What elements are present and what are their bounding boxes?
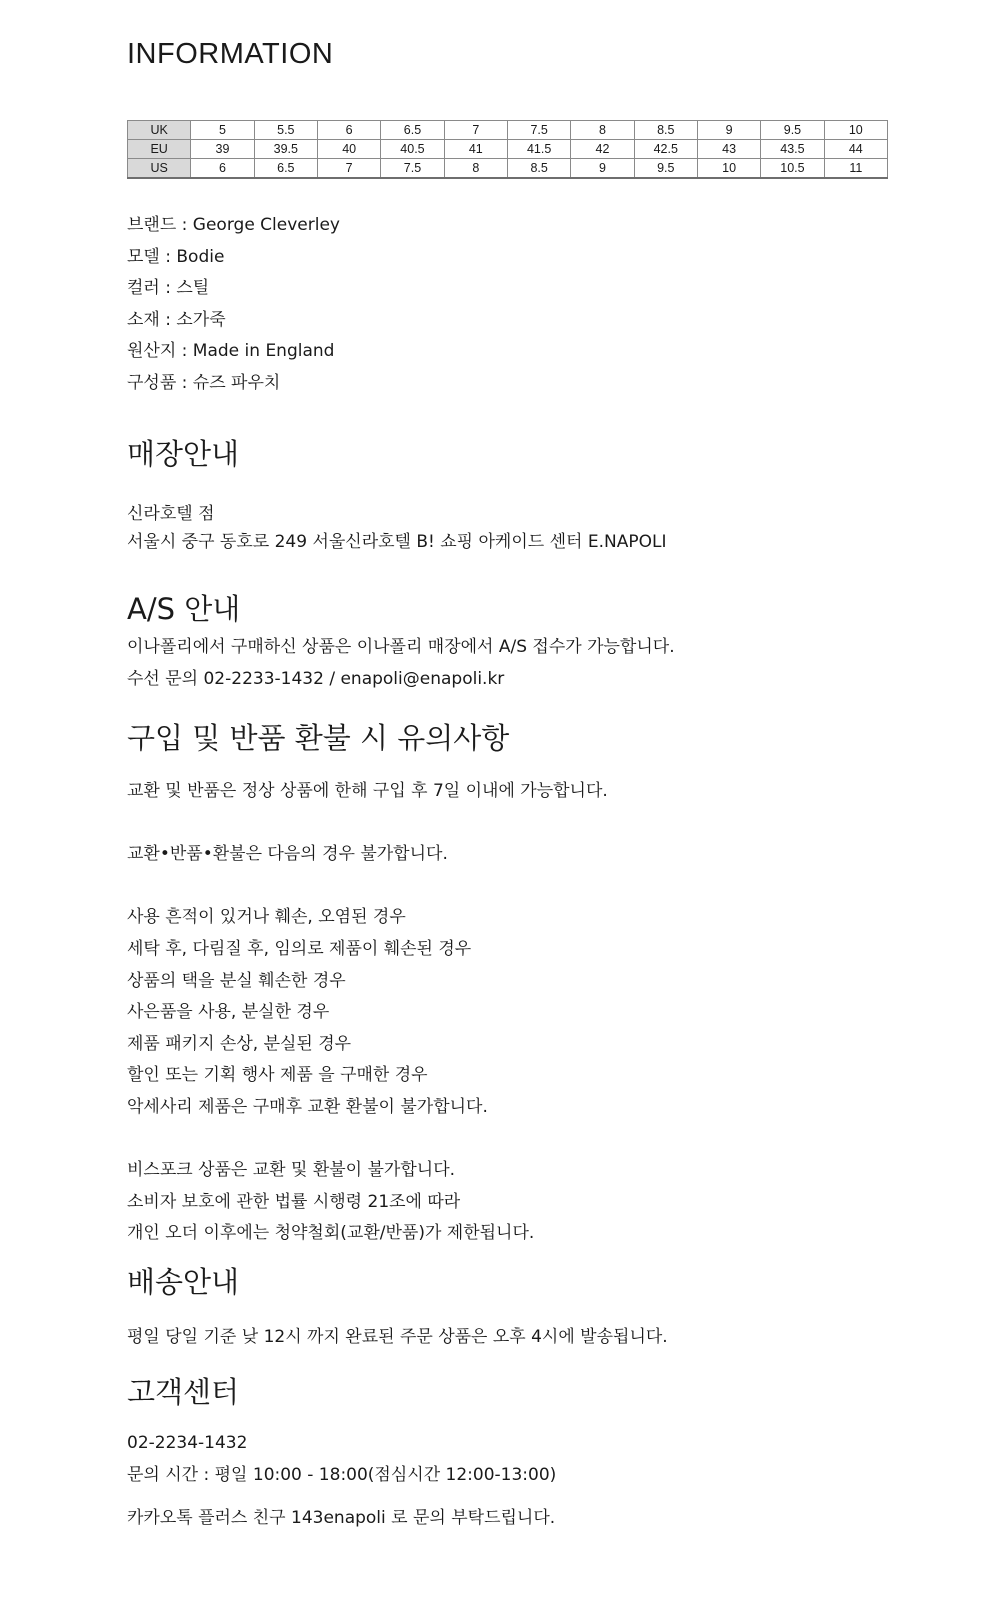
returns-case: 악세사리 제품은 구매후 교환 환불이 불가합니다. [127, 1096, 488, 1117]
size-cell: EU [128, 140, 191, 159]
bespoke-line: 개인 오더 이후에는 청약철회(교환/반품)가 제한됩니다. [127, 1223, 535, 1244]
returns-info [127, 776, 608, 1250]
store-address: 서울시 중구 동호로 249 서울신라호텔 B! 쇼핑 아케이드 센터 E.NAPOLI [127, 532, 667, 552]
size-cell: 7.5 [507, 121, 570, 140]
size-cell: 39.5 [254, 140, 317, 159]
bespoke-line: 비스포크 상품은 교환 및 환불이 불가합니다. [127, 1160, 456, 1181]
shipping-text: 평일 당일 기준 낮 12시 까지 완료된 주문 상품은 오후 4시에 발송됩니다. [127, 1327, 668, 1347]
size-cell: 42 [571, 140, 634, 159]
as-line-contact: 수선 문의 02-2233-1432 / enapoli@enapoli.kr [127, 668, 505, 689]
size-cell: 44 [824, 140, 887, 159]
customer-center-info [127, 1428, 556, 1491]
kakao-notice: 카카오톡 플러스 친구 143enapoli 로 문의 부탁드립니다. [127, 1508, 556, 1528]
information-title: INFORMATION [127, 38, 334, 70]
product-spec-list [127, 210, 340, 400]
size-cell: 6 [317, 121, 380, 140]
size-cell: 8 [444, 159, 507, 179]
size-cell: 9 [571, 159, 634, 179]
size-cell: 10.5 [761, 159, 824, 179]
spec-model: 모델 : Bodie [127, 246, 225, 267]
spec-brand: 브랜드 : George Cleverley [127, 215, 340, 235]
size-cell: 41 [444, 140, 507, 159]
returns-case: 사용 흔적이 있거나 훼손, 오염된 경우 [127, 907, 406, 928]
size-cell: 40.5 [381, 140, 444, 159]
size-cell: 5.5 [254, 121, 317, 140]
size-cell: 43.5 [761, 140, 824, 159]
size-row-uk [128, 121, 888, 140]
returns-case: 제품 패키지 손상, 분실된 경우 [127, 1033, 352, 1054]
size-cell: 7 [444, 121, 507, 140]
size-cell: 10 [697, 159, 760, 179]
size-cell: 9.5 [761, 121, 824, 140]
customer-hours: 문의 시간 : 평일 10:00 - 18:00(점심시간 12:00-13:00) [127, 1464, 557, 1485]
size-cell: 8.5 [634, 121, 697, 140]
size-cell: 11 [824, 159, 887, 179]
size-cell: 8 [571, 121, 634, 140]
customer-phone: 02-2234-1432 [127, 1433, 248, 1453]
size-cell: 41.5 [507, 140, 570, 159]
size-cell: 7 [317, 159, 380, 179]
returns-case: 사은품을 사용, 분실한 경우 [127, 1002, 330, 1023]
as-info [127, 632, 675, 695]
size-cell: 39 [191, 140, 254, 159]
as-line-reception: 이나폴리에서 구매하신 상품은 이나폴리 매장에서 A/S 접수가 가능합니다. [127, 637, 675, 657]
returns-case: 할인 또는 기획 행사 제품 을 구매한 경우 [127, 1065, 428, 1086]
bespoke-line: 소비자 보호에 관한 법률 시행령 21조에 따라 [127, 1191, 461, 1212]
size-cell: 6.5 [381, 121, 444, 140]
as-title: A/S 안내 [127, 592, 241, 626]
size-cell: 8.5 [507, 159, 570, 179]
size-row-eu [128, 140, 888, 159]
size-cell: 6.5 [254, 159, 317, 179]
returns-case: 세탁 후, 다림질 후, 임의로 제품이 훼손된 경우 [127, 938, 472, 959]
size-cell: 7.5 [381, 159, 444, 179]
returns-title: 구입 및 반품 환불 시 유의사항 [127, 721, 510, 755]
returns-case: 상품의 택을 분실 훼손한 경우 [127, 970, 346, 991]
spec-color: 컬러 : 스틸 [127, 278, 210, 299]
size-cell: 40 [317, 140, 380, 159]
store-name: 신라호텔 점 [127, 504, 215, 524]
size-cell: 43 [697, 140, 760, 159]
spec-origin: 원산지 : Made in England [127, 341, 335, 362]
shipping-title: 배송안내 [127, 1265, 240, 1299]
customer-center-title: 고객센터 [127, 1375, 240, 1409]
size-table [127, 120, 888, 179]
returns-not-allowed-title: 교환•반품•환불은 다음의 경우 불가합니다. [127, 844, 448, 865]
size-row-us [128, 159, 888, 179]
size-cell: US [128, 159, 191, 179]
size-cell: 5 [191, 121, 254, 140]
spec-components: 구성품 : 슈즈 파우치 [127, 372, 281, 393]
returns-intro: 교환 및 반품은 정상 상품에 한해 구입 후 7일 이내에 가능합니다. [127, 781, 608, 801]
size-cell: 9.5 [634, 159, 697, 179]
store-info [127, 500, 666, 556]
size-cell: 42.5 [634, 140, 697, 159]
size-cell: 6 [191, 159, 254, 179]
size-cell: 10 [824, 121, 887, 140]
size-cell: UK [128, 121, 191, 140]
spec-material: 소재 : 소가죽 [127, 309, 226, 330]
store-title: 매장안내 [127, 437, 240, 471]
size-cell: 9 [697, 121, 760, 140]
